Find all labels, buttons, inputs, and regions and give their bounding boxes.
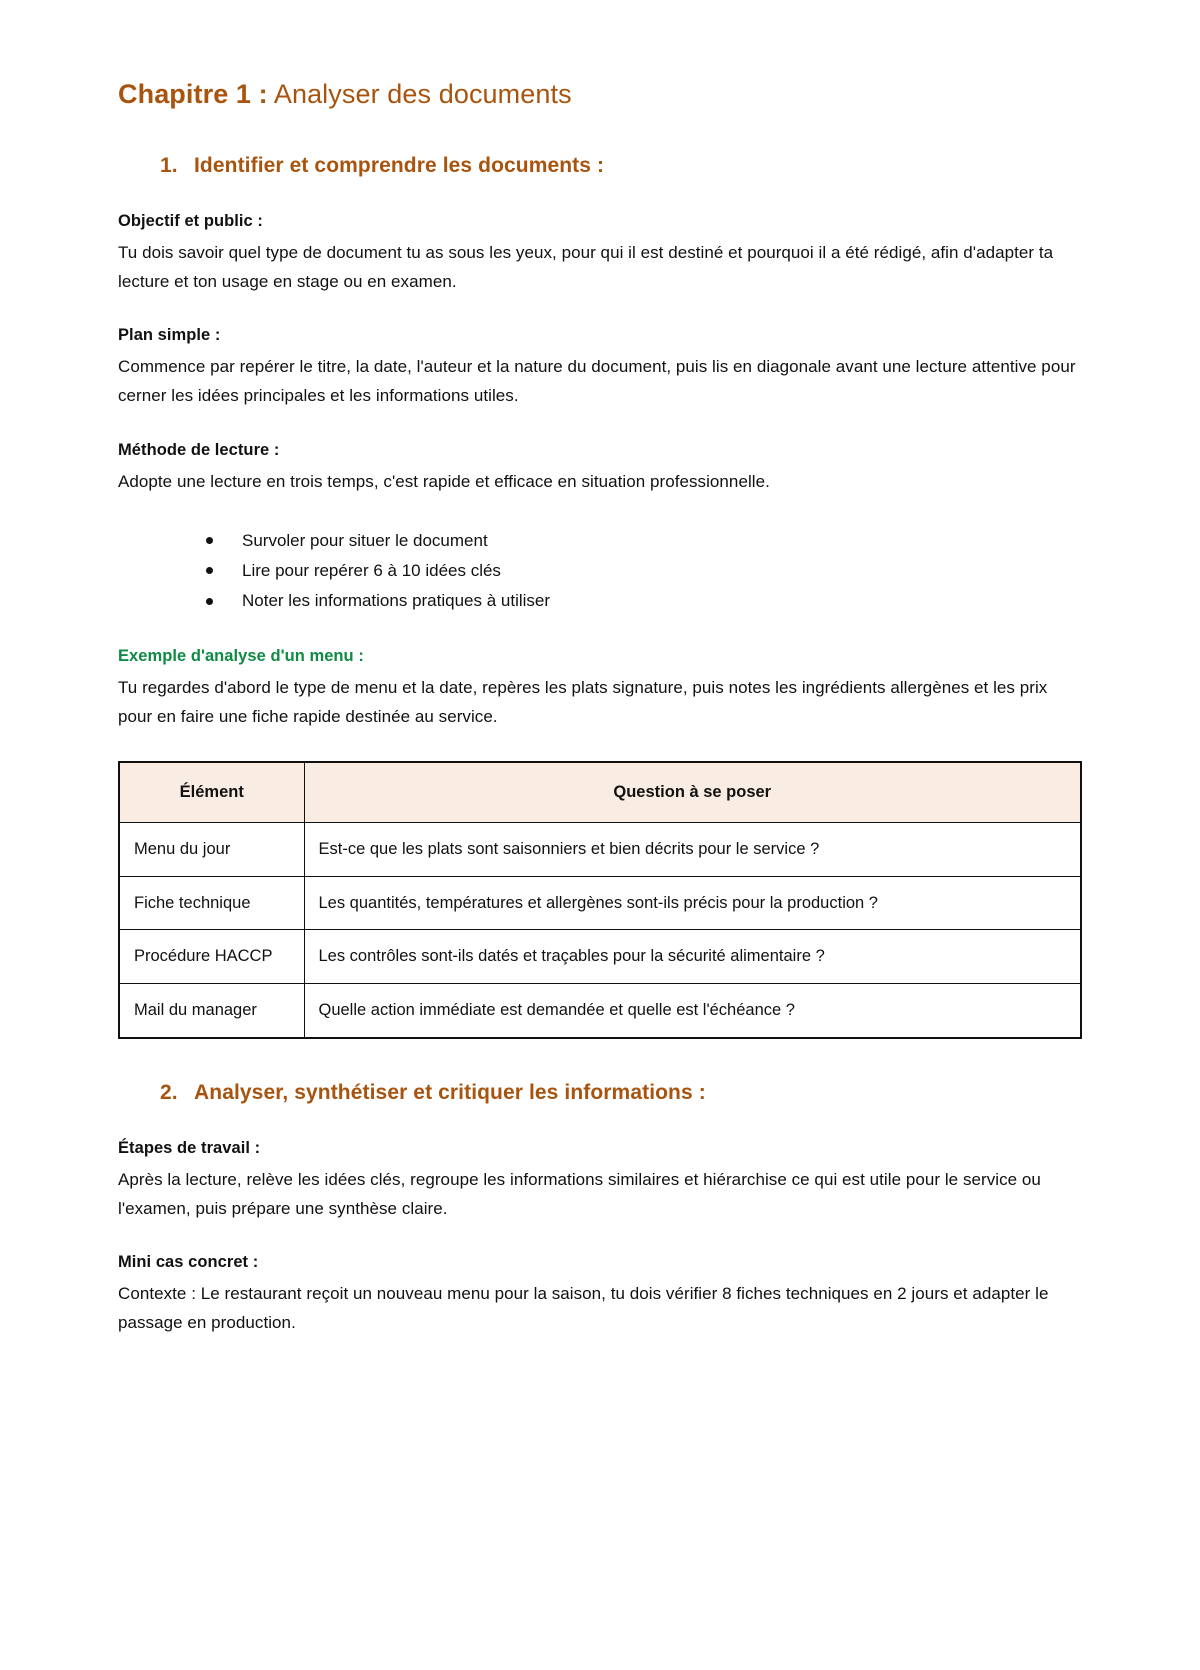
block-exemple-analyse bbox=[118, 647, 1082, 731]
chapter-title-label: Chapitre 1 : bbox=[118, 79, 268, 109]
list-item bbox=[206, 586, 1082, 616]
table-header-row bbox=[119, 762, 1081, 822]
table-cell-question: Les quantités, températures et allergènes sont-ils précis pour la production ? bbox=[304, 876, 1081, 930]
section-heading-2 bbox=[118, 1081, 1082, 1105]
body-plan-simple: Commence par repérer le titre, la date, l'auteur et la nature du document, puis lis en diagonale avant une lecture attentive pour cerner les idées principales et les informations utiles. bbox=[118, 357, 1076, 406]
table-column-header-question: Question à se poser bbox=[304, 762, 1081, 822]
table-cell-element: Mail du manager bbox=[119, 984, 304, 1038]
table-cell-question: Est-ce que les plats sont saisonniers et bien décrits pour le service ? bbox=[304, 822, 1081, 876]
analysis-table bbox=[118, 761, 1082, 1039]
list-item-label: Survoler pour situer le document bbox=[242, 530, 488, 550]
table-cell-element: Menu du jour bbox=[119, 822, 304, 876]
table-row bbox=[119, 984, 1081, 1038]
chapter-title-rest: Analyser des documents bbox=[267, 79, 572, 109]
list-item-label: Lire pour repérer 6 à 10 idées clés bbox=[242, 561, 501, 581]
bullet-dot-icon bbox=[206, 537, 213, 544]
methode-bullet-list bbox=[118, 526, 1082, 617]
body-mini-cas-concret: Contexte : Le restaurant reçoit un nouveau menu pour la saison, tu dois vérifier 8 fiches techniques en 2 jours et adapter le passage en production. bbox=[118, 1284, 1049, 1333]
block-etapes-travail bbox=[118, 1139, 1082, 1223]
block-methode-lecture bbox=[118, 441, 1082, 496]
section-title-1: Identifier et comprendre les documents : bbox=[194, 153, 605, 177]
block-plan-simple bbox=[118, 326, 1082, 410]
list-item-label: Noter les informations pratiques à utiliser bbox=[242, 591, 551, 611]
sub-heading-exemple-analyse: Exemple d'analyse d'un menu : bbox=[118, 646, 364, 665]
table-row bbox=[119, 822, 1081, 876]
bullet-dot-icon bbox=[206, 598, 213, 605]
table-cell-question: Les contrôles sont-ils datés et traçables pour la sécurité alimentaire ? bbox=[304, 930, 1081, 984]
list-item bbox=[206, 556, 1082, 586]
body-exemple-analyse: Tu regardes d'abord le type de menu et la date, repères les plats signature, puis notes les ingrédients allergènes et les prix pour en faire une fiche rapide destinée au service. bbox=[118, 677, 1048, 726]
table-row bbox=[119, 876, 1081, 930]
sub-heading-mini-cas-concret: Mini cas concret : bbox=[118, 1253, 259, 1272]
sub-heading-plan-simple: Plan simple : bbox=[118, 326, 221, 345]
section-spacer bbox=[118, 1039, 1082, 1081]
list-item bbox=[206, 526, 1082, 556]
table-column-header-element: Élément bbox=[119, 762, 304, 822]
section-number-1: 1. bbox=[160, 153, 178, 177]
body-etapes-travail: Après la lecture, relève les idées clés, regroupe les informations similaires et hiérarchise ce qui est utile pour le service ou l'examen, puis prépare une synthèse claire. bbox=[118, 1169, 1041, 1218]
table-cell-question: Quelle action immédiate est demandée et quelle est l'échéance ? bbox=[304, 984, 1081, 1038]
page-title bbox=[118, 78, 1082, 112]
body-methode-lecture: Adopte une lecture en trois temps, c'est rapide et efficace en situation professionnelle. bbox=[118, 471, 770, 491]
body-objectif-public: Tu dois savoir quel type de document tu as sous les yeux, pour qui il est destiné et pourquoi il a été rédigé, afin d'adapter ta lecture et ton usage en stage ou en examen. bbox=[118, 242, 1054, 291]
sub-heading-etapes-travail: Étapes de travail : bbox=[118, 1138, 261, 1157]
block-objectif-public bbox=[118, 212, 1082, 296]
sub-heading-methode-lecture: Méthode de lecture : bbox=[118, 440, 280, 459]
sub-heading-objectif-public: Objectif et public : bbox=[118, 211, 263, 230]
block-mini-cas-concret bbox=[118, 1253, 1082, 1337]
section-title-2: Analyser, synthétiser et critiquer les informations : bbox=[194, 1080, 706, 1104]
table-cell-element: Fiche technique bbox=[119, 876, 304, 930]
section-heading-1 bbox=[118, 154, 1082, 178]
bullet-dot-icon bbox=[206, 567, 213, 574]
table-cell-element: Procédure HACCP bbox=[119, 930, 304, 984]
table-row bbox=[119, 930, 1081, 984]
section-number-2: 2. bbox=[160, 1080, 178, 1104]
